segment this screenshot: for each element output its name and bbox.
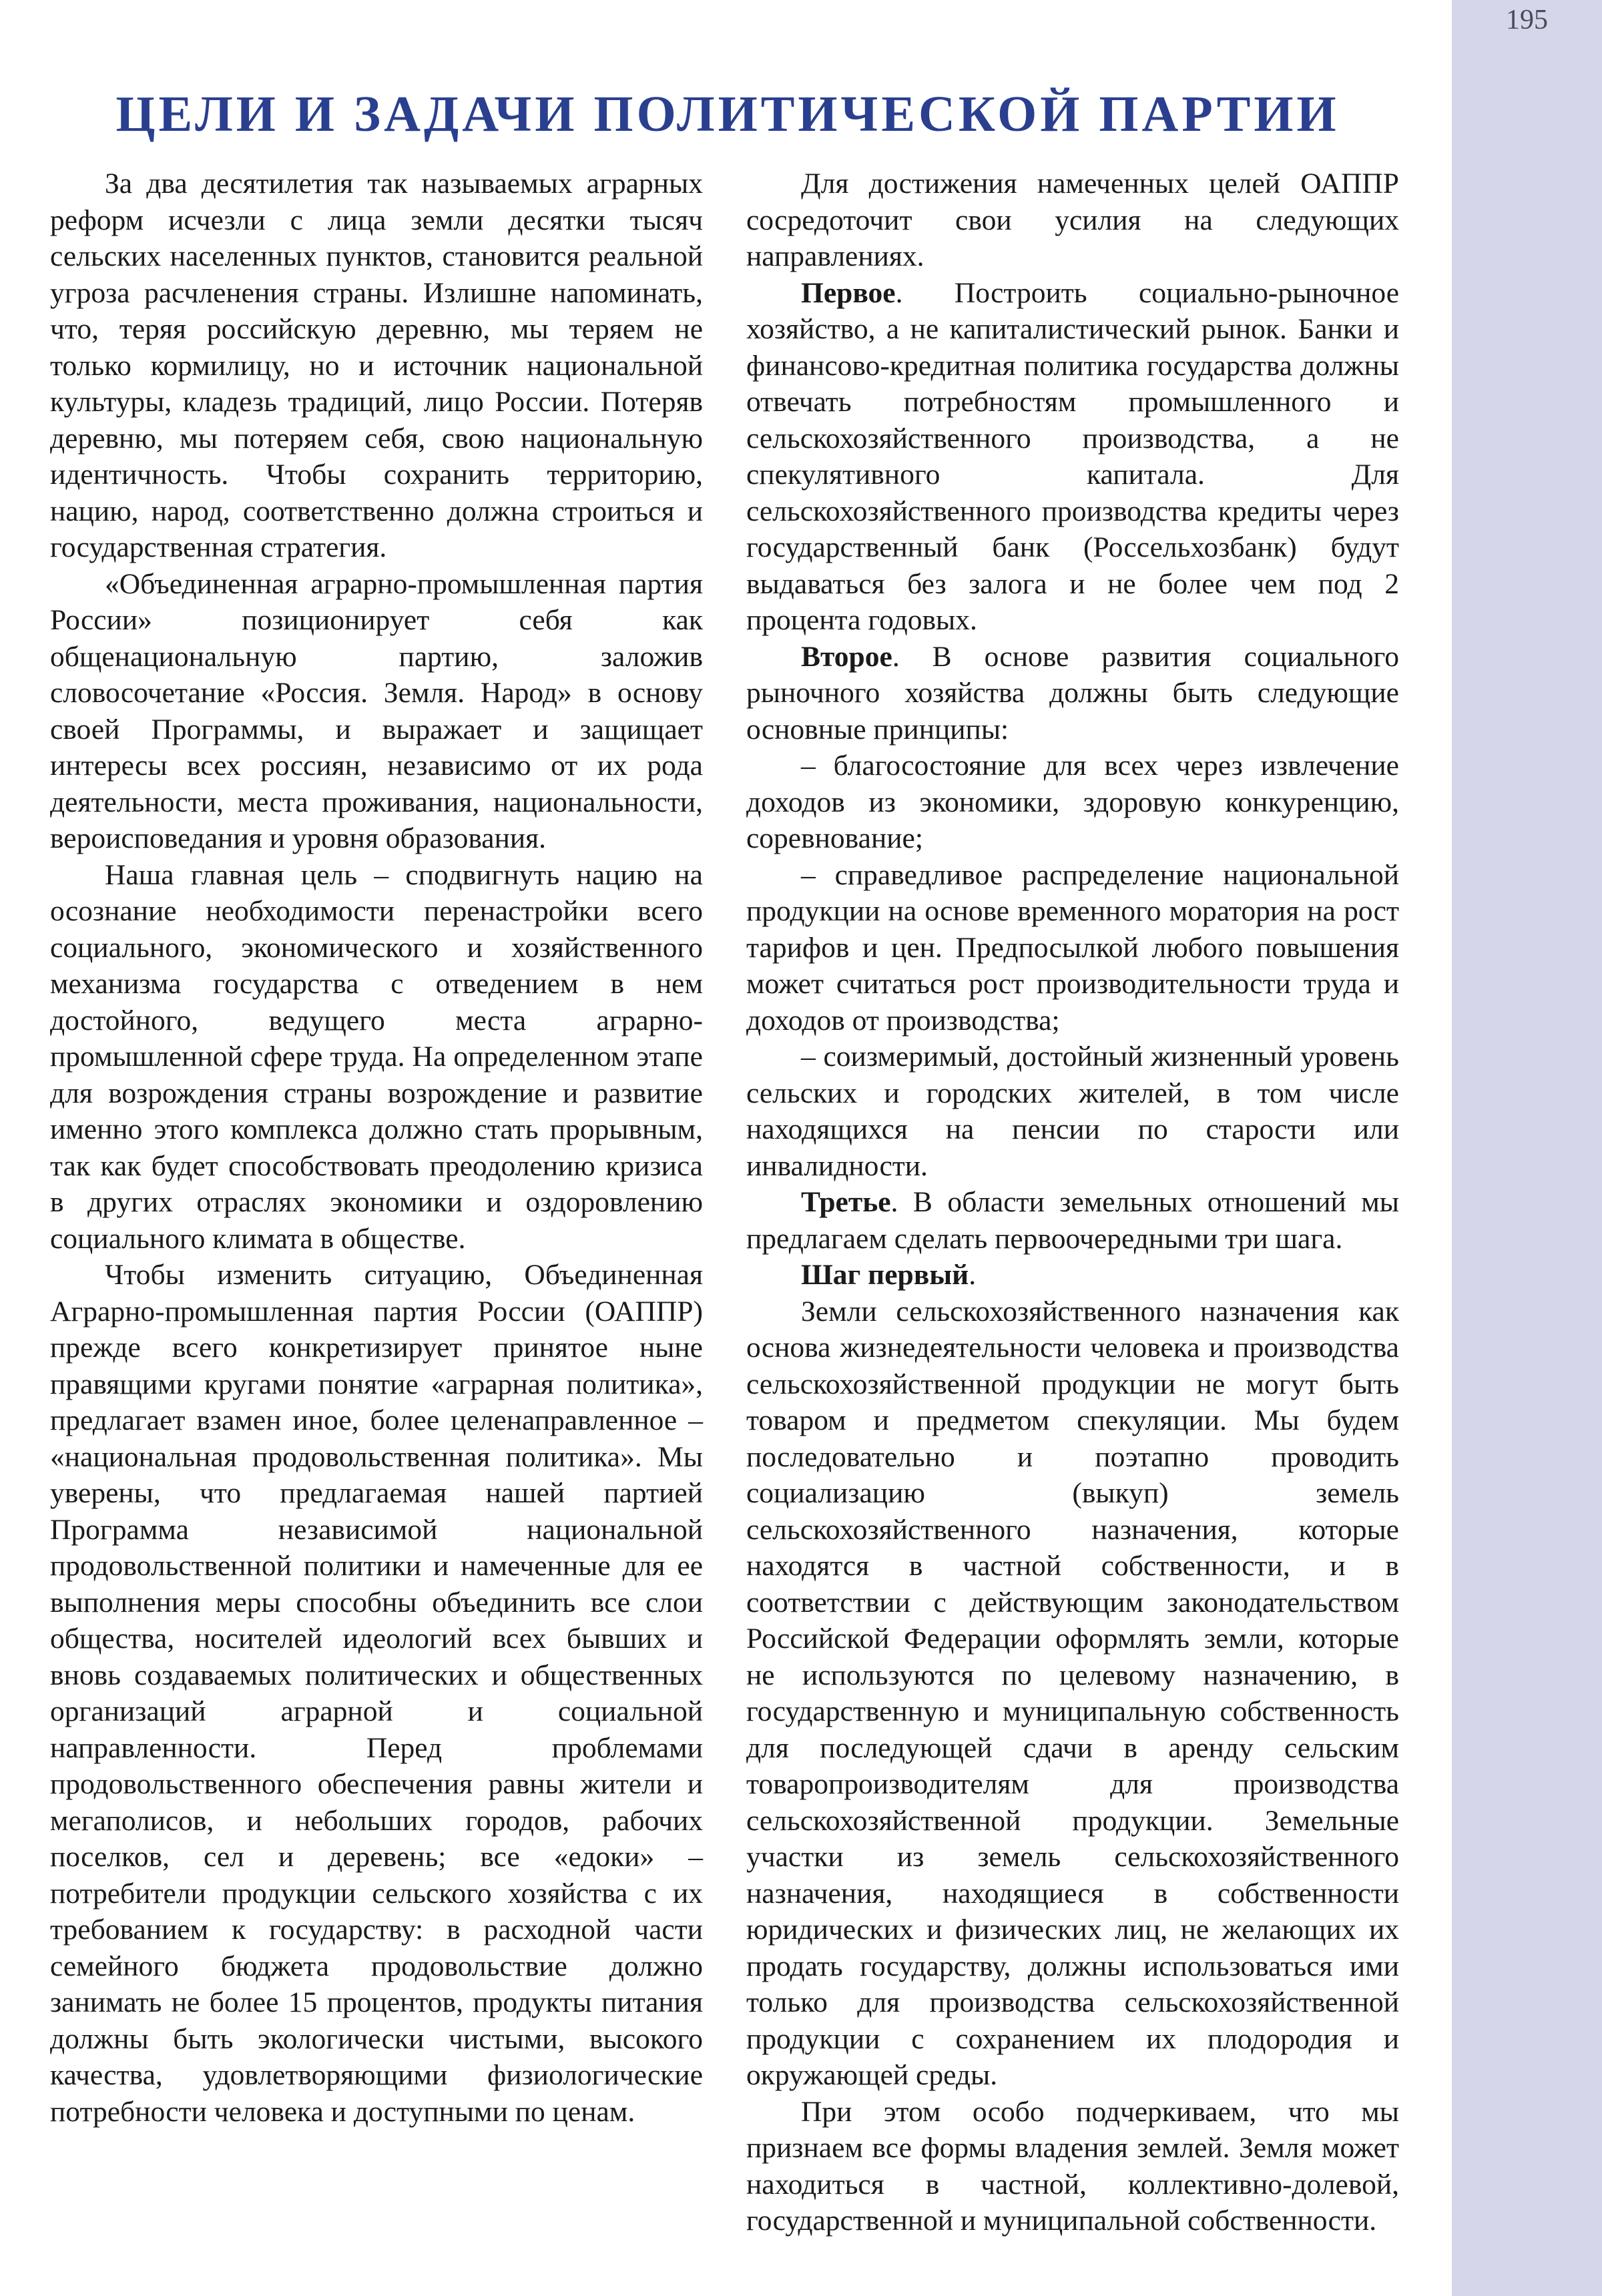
third-label: Третье xyxy=(801,1186,891,1218)
left-paragraph-1: За два десятилетия так называемых аграрных реформ исчезли с лица земли десятки тысяч сельских населенных пунктов, становится реальной угроза расчленения страны. Излишне напоминать, что, теряя российскую деревню, мы теряем не только кормилицу, но и источник национальной культуры, кладезь традиций, лицо России. Потеряв деревню, мы потеряем себя, свою национальную идентичность. Чтобы сохранить территорию, нацию, народ, соответственно должна строиться и государственная стратегия. xyxy=(50,168,703,563)
right-paragraph-land: Земли сельскохозяйственного назначения как основа жизнедеятельности человека и производства сельскохозяйственной продукции не могут быть товаром и предметом спекуляции. Мы будем последовательно и поэтапно проводить социализацию (выкуп) земель сельскохозяйственного назначения, которые находятся в частной собственности, и в соответствии с действующим законодательством Российской Федерации оформлять земли, которые не используются по целевому назначению, в государственную и муниципальную собственность для последующей сдачи в аренду сельским товаропроизводителям для производства сельскохозяйственной продукции. Земельные участки из земель сельскохозяйственного назначения, находящиеся в собственности юридических и физических лиц, не желающих их продать государству, должны использоваться ими только для производства сельскохозяйственной продукции с сохранением их плодородия и окружающей среды. xyxy=(746,1295,1399,2091)
right-paragraph-third xyxy=(746,1184,1399,1257)
principle-item-3: – соизмеримый, достойный жизненный уровень сельских и городских жителей, в том числе находящихся на пенсии по старости или инвалидности. xyxy=(746,1041,1399,1182)
left-paragraph-4: Чтобы изменить ситуацию, Объединенная Аграрно-промышленная партия России (ОАППР) прежде всего конкретизирует принятое ныне правящими кругами понятие «аграрная политика», предлагает взамен иное, более целенаправленное – «национальная продовольственная политика». Мы уверены, что предлагаемая нашей партией Программа независимой национальной продовольственной политики и намеченные для ее выполнения меры способны объединить все слои общества, носителей идеологий всех бывших и вновь создаваемых политических и общественных организаций аграрной и социальной направленности. Перед проблемами продовольственного обеспечения равны жители и мегаполисов, и небольших городов, рабочих поселков, сел и деревень; все «едоки» – потребители продукции сельского хозяйства с их требованием к государству: в расходной части семейного бюджета продовольствие должно занимать не более 15 процентов, продукты питания должны быть экологически чистыми, высокого качества, удовлетворяющими физиологические потребности человека и доступными по ценам. xyxy=(50,1259,703,2128)
right-paragraph-first xyxy=(746,275,1399,639)
second-text: . В основе развития социального рыночного хозяйства должны быть следующие основные принципы: xyxy=(746,640,1399,746)
principle-item-2: – справедливое распределение национальной продукции на основе временного моратория на рост тарифов и цен. Предпосылкой любого повышения может считаться рост производительности труда и доходов от производства; xyxy=(746,858,1399,1037)
third-text: . В области земельных отношений мы предлагаем сделать первоочередными три шага. xyxy=(746,1186,1399,1255)
right-column xyxy=(746,166,1399,2239)
page-number: 195 xyxy=(1506,5,1548,35)
right-paragraph-second xyxy=(746,639,1399,748)
step-one-dot: . xyxy=(969,1259,977,1291)
principle-item-1: – благосостояние для всех через извлечение доходов из экономики, здоровую конкуренцию, соревнование; xyxy=(746,750,1399,854)
left-paragraph-3: Наша главная цель – сподвигнуть нацию на осознание необходимости перенастройки всего социального, экономического и хозяйственного механизма государства с отведением в нем достойного, ведущего места аграрно-промышленной сфере труда. На определенном этапе для возрождения страны возрождение и развитие именно этого комплекса должно стать прорывным, так как будет способствовать преодолению кризиса в других отраслях экономики и оздоровлению социального климата в обществе. xyxy=(50,858,703,1255)
page-title: ЦЕЛИ И ЗАДАЧИ ПОЛИТИЧЕСКОЙ ПАРТИИ xyxy=(115,86,1340,142)
step-one-heading xyxy=(746,1257,1399,1294)
left-paragraph-2: «Объединенная аграрно-промышленная партия России» позиционирует себя как общенациональную партию, заложив словосочетание «Россия. Земля. Народ» в основу своей Программы, и выражает и защищает интересы всех россиян, независимо от их рода деятельности, места проживания, национальности, вероисповедания и уровня образования. xyxy=(50,567,703,854)
step-one-label: Шаг первый xyxy=(801,1259,969,1291)
right-paragraph-intro: Для достижения намеченных целей ОАППР сосредоточит свои усилия на следующих направлениях. xyxy=(746,168,1399,272)
page-side-strip xyxy=(1452,0,1602,2296)
first-label: Первое xyxy=(801,276,896,309)
second-label: Второе xyxy=(801,640,892,673)
left-column xyxy=(50,166,703,2130)
first-text: . Построить социально-рыночное хозяйство, а не капиталистический рынок. Банки и финансово-кредитная политика государства должны отвечать потребностям промышленного и сельскохозяйственного производства, а не спекулятивного капитала. Для сельскохозяйственного производства кредиты через государственный банк (Россельхозбанк) будут выдаваться без залога и не более чем под 2 процента годовых. xyxy=(746,276,1399,636)
right-paragraph-last: При этом особо подчеркиваем, что мы признаем все формы владения землей. Земля может находиться в частной, коллективно-долевой, государственной и муниципальной собственности. xyxy=(746,2095,1399,2237)
